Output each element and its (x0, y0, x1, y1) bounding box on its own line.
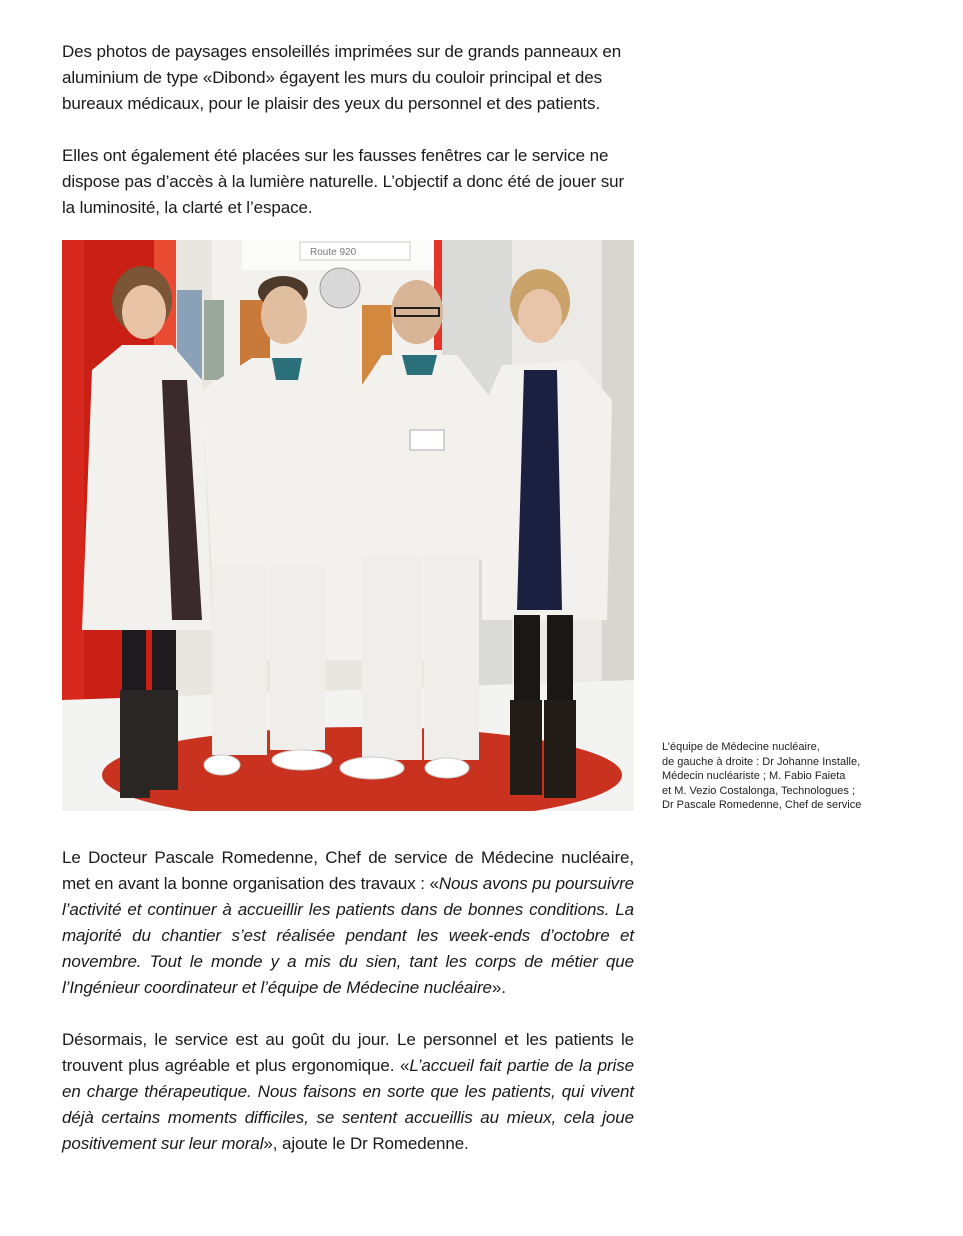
paragraph-photos: Des photos de paysages ensoleillés imprimées sur de grands panneaux en aluminium de type «Dibond» égayent les murs du couloir principal et des bureaux médicaux, pour le plaisir des yeux du personnel et des patients. (62, 42, 622, 113)
paragraph-service-update (62, 1027, 634, 1157)
corridor-sign: Route 920 (310, 247, 357, 258)
team-photo (62, 240, 634, 811)
paragraph-text: Le Docteur Pascale Romedenne, Chef de service de Médecine nucléaire, met en avant la bonne organisation des travaux : « (62, 848, 634, 893)
caption-line: Médecin nucléariste ; M. Fabio Faieta (662, 770, 846, 782)
paragraph-text: Désormais, le service est au goût du jour. Le personnel et les patients le trouvent plus agréable et plus ergonomique. « (62, 1030, 634, 1075)
photo-caption (662, 740, 922, 813)
caption-line: L’équipe de Médecine nucléaire, (662, 741, 820, 753)
quote-text: Nous avons pu poursuivre l’activité et continuer à accueillir les patients dans de bonnes conditions. La majorité du chantier s’est réalisée pendant les week-ends d’octobre et novembre. Tout le monde y a mis du sien, tant les corps de métier que l’Ingénieur coordinateur et l’équipe de Médecine nucléaire (62, 874, 634, 997)
paragraph-text: », ajoute le Dr Romedenne. (263, 1134, 469, 1153)
caption-line: de gauche à droite : Dr Johanne Installe, (662, 755, 861, 768)
paragraph-windows: Elles ont également été placées sur les fausses fenêtres car le service ne dispose pas d’accès à la lumière naturelle. L’objectif a donc été de jouer sur la luminosité, la clarté et l’espace. (62, 146, 625, 217)
caption-line: Dr Pascale Romedenne, Chef de service (662, 799, 862, 811)
paragraph-romedenne-organisation (62, 845, 634, 1001)
caption-line: et M. Vezio Costalonga, Technologues ; (662, 784, 856, 797)
quote-text: L’accueil fait partie de la prise en charge thérapeutique. Nous faisons en sorte que les patients, qui vivent déjà certains moments difficiles, se sentent accueillis au mieux, cela joue positivement sur leur moral (62, 1056, 634, 1153)
paragraph-text: ». (491, 978, 506, 997)
